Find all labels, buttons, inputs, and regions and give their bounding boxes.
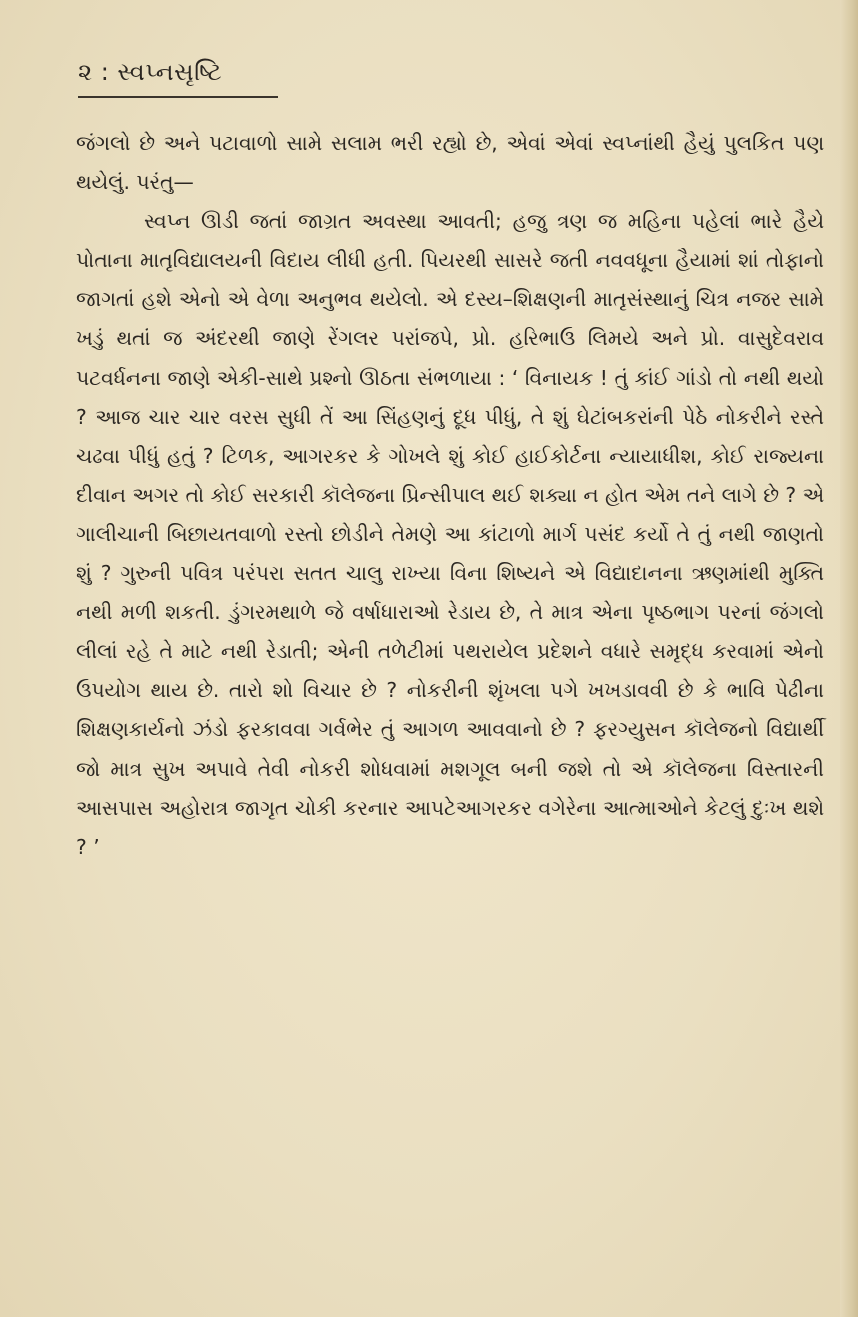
page-edge-shadow [840, 0, 858, 1317]
body-text [76, 124, 824, 867]
running-head-underline [78, 96, 278, 98]
running-head: ૨ : સ્વપ્નસૃષ્ટિ [78, 58, 223, 86]
paragraph-1: જંગલો છે અને પટાવાળો સામે સલામ ભરી રહ્યો છે, એવાં એવાં સ્વપ્નાંથી હૈયું પુલકિત પણ થયેલું. પરંતુ— [76, 131, 824, 195]
paragraph-2: સ્વપ્ન ઊડી જતાં જાગ્રત અવસ્થા આવતી; હજુ ત્રણ જ મહિના પહેલાં ભારે હૈયે પોતાના માતૃવિદ્યાલયની વિદાય લીધી હતી. પિયરથી સાસરે જતી નવવધૂના હૈયામાં શાં તોફાનો જાગતાં હશે એનો એ વેળા અનુભવ થયેલો. એ દસ્ય–શિક્ષણની માતૃસંસ્થાનું ચિત્ર નજર સામે ખડું થતાં જ અંદરથી જાણે રેંગલર પરાંજપે, પ્રો. હરિભાઉ લિમયે અને પ્રો. વાસુદેવરાવ પટવર્ધનના જાણે એકી-સાથે પ્રશ્નો ઊઠતા સંભળાયા : ‘ વિનાયક ! તું કાંઈ ગાંડો તો નથી થયો ? આજ ચાર ચાર વરસ સુધી તેં આ સિંહણનું દૂધ પીધું, તે શું ઘેટાંબકરાંની પેઠે નોકરીને રસ્તે ચઢવા પીધું હતું ? ટિળક, આગરકર કે ગોખલે શું કોઈ હાઈકોર્ટના ન્યાયાધીશ, કોઈ રાજ્યના દીવાન અગર તો કોઈ સરકારી કૉલેજના પ્રિન્સીપાલ થઈ શક્યા ન હોત એમ તને લાગે છે ? એ ગાલીચાની બિછાયતવાળો રસ્તો છોડીને તેમણે આ કાંટાળો માર્ગ પસંદ કર્યો તે તું નથી જાણતો શું ? ગુરુની પવિત્ર પરંપરા સતત ચાલુ રાખ્યા વિના શિષ્યને એ વિદ્યાદાનના ઋણમાંથી મુક્તિ નથી મળી શકતી. ડુંગરમથાળે જે વર્ષાધારાઓ રેડાય છે, તે માત્ર એના પૃષ્ઠભાગ પરનાં જંગલો લીલાં રહે તે માટે નથી રેડાતી; એની તળેટીમાં પથરાયેલ પ્રદેશને વધારે સમૃદ્ધ કરવામાં એનો ઉપયોગ થાય છે. તારો શો વિચાર છે ? નોકરીની શૃંખલા પગે ખખડાવવી છે કે ભાવિ પેઢીના શિક્ષણકાર્યનો ઝંડો ફરકાવવા ગર્વભેર તું આગળ આવવાનો છે ? ફરગ્યુસન કૉલેજનો વિદ્યાર્થી જો માત્ર સુખ અપાવે તેવી નોકરી શોધવામાં મશગૂલ બની જશે તો એ કૉલેજના વિસ્તારની આસપાસ અહોરાત્ર જાગૃત ચોકી કરનાર આપટેઆગરકર વગેરેના આત્માઓને કેટલું દુઃખ થશે ? ’ [76, 209, 824, 859]
